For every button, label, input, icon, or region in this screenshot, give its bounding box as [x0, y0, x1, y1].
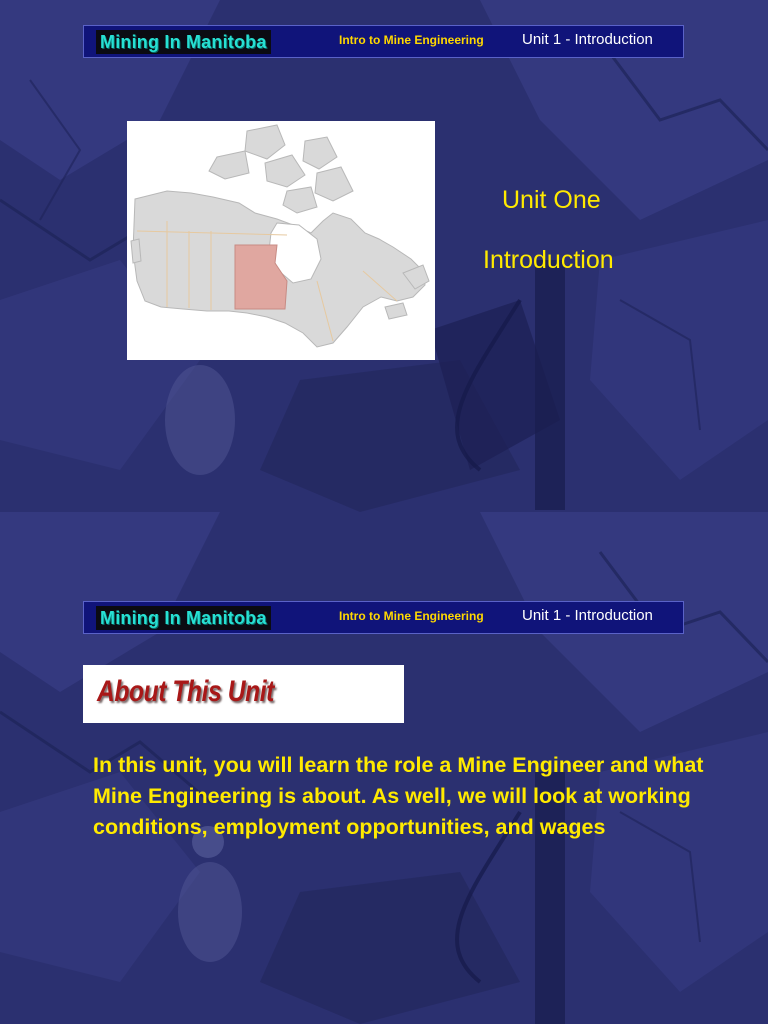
section-title: About This Unit — [97, 675, 274, 708]
slide-title-line1: Unit One — [502, 186, 601, 214]
slide-header — [83, 601, 684, 634]
logo-text: Mining In Manitoba — [100, 31, 267, 52]
unit-label: Unit 1 - Introduction — [522, 607, 653, 624]
course-title: Intro to Mine Engineering — [339, 33, 484, 47]
logo — [96, 606, 271, 630]
slide-2 — [0, 512, 768, 1024]
slide-header — [83, 25, 684, 58]
logo-text: Mining In Manitoba — [100, 607, 267, 628]
unit-description: In this unit, you will learn the role a Mine Engineer and what Mine Engineering is about. As well, we will look at working conditions, employment opportunities, and wages — [93, 753, 704, 839]
course-title: Intro to Mine Engineering — [339, 609, 484, 623]
unit-label: Unit 1 - Introduction — [522, 31, 653, 48]
canada-map — [127, 121, 435, 360]
slide-title-line2: Introduction — [483, 246, 614, 274]
section-title-box — [83, 665, 404, 723]
logo — [96, 30, 271, 54]
